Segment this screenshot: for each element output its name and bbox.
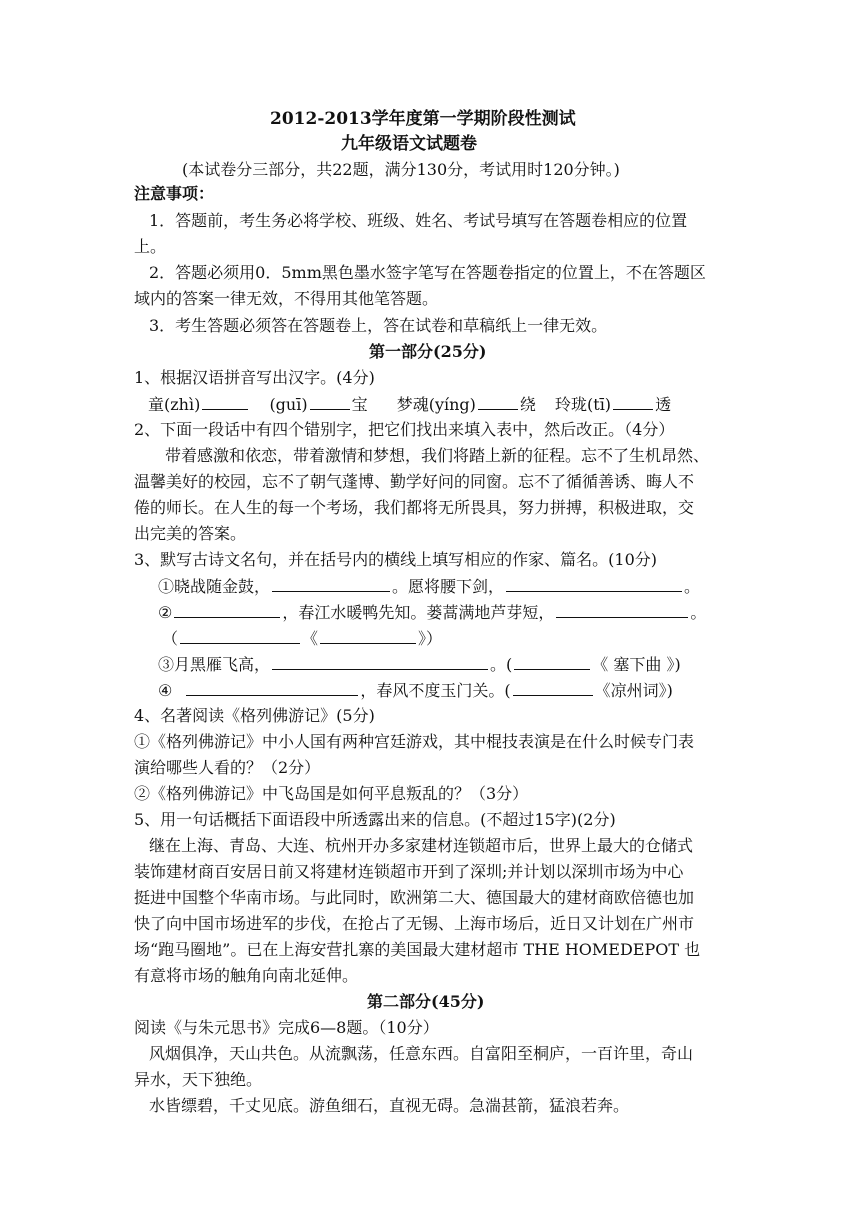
answer-blank[interactable] bbox=[186, 678, 358, 696]
q5-paragraph-line: 继在上海、青岛、大连、杭州开办多家建材连锁超市后，世界上最大的仓储式 bbox=[149, 836, 694, 855]
q3-item-3: ③月黑雁飞高， 。( 《 塞下曲 》) bbox=[158, 652, 681, 677]
notice-heading: 注意事项： bbox=[134, 184, 215, 203]
reading-paragraph-line: 风烟俱净，天山共色。从流飘荡，任意东西。自富阳至桐庐，一百许里，奇山 bbox=[149, 1044, 694, 1063]
q3-item-2: ② ，春江水暖鸭先知。蒌蒿满地芦芽短， 。 bbox=[158, 600, 706, 625]
reading-intro: 阅读《与朱元思书》完成6—8题。（10分） bbox=[134, 1018, 439, 1037]
q4-sub-1: ①《格列佛游记》中小人国有两种宫廷游戏，其中棍技表演是在什么时候专门表 bbox=[134, 732, 695, 751]
notice-item-3: 3．考生答题必须答在答题卷上，答在试卷和草稿纸上一律无效。 bbox=[149, 316, 608, 335]
q5-paragraph-line: 有意将市场的触角向南北延伸。 bbox=[134, 966, 359, 985]
q5-paragraph-line: 快了向中国市场进军的步伐，在抢占了无锡、上海市场后，近日又计划在广州市 bbox=[134, 914, 695, 933]
q2-paragraph-line: 倦的师长。在人生的每一个考场，我们都将无所畏具，努力拼搏，积极进取，交 bbox=[134, 498, 695, 517]
answer-blank[interactable] bbox=[272, 652, 488, 670]
q2-text: 2、下面一段话中有四个错别字，把它们找出来填入表中，然后改正。（4分） bbox=[134, 420, 675, 439]
answer-blank[interactable] bbox=[506, 574, 682, 592]
answer-blank[interactable] bbox=[613, 392, 653, 410]
q5-text: 5、用一句话概括下面语段中所透露出来的信息。(不超过15字)(2分) bbox=[134, 810, 616, 829]
q3-text: 3、默写古诗文名句，并在括号内的横线上填写相应的作家、篇名。(10分) bbox=[134, 550, 658, 569]
q2-paragraph-line: 出完美的答案。 bbox=[134, 524, 247, 543]
answer-blank[interactable] bbox=[202, 392, 248, 410]
q3-item-4: ④ ，春风不度玉门关。( 《凉州词》) bbox=[158, 678, 673, 703]
answer-blank[interactable] bbox=[478, 392, 518, 410]
answer-blank[interactable] bbox=[174, 600, 280, 618]
answer-blank[interactable] bbox=[310, 392, 350, 410]
author-blank[interactable] bbox=[180, 626, 300, 644]
q2-paragraph-line: 温馨美好的校园，忘不了朝气蓬博、勤学好问的同窗。忘不了循循善诱、晦人不 bbox=[134, 472, 695, 491]
q3-item-1: ①晓战随金鼓， 。愿将腰下剑， 。 bbox=[158, 574, 700, 599]
notice-item-2-cont: 域内的答案一律无效，不得用其他笔答题。 bbox=[134, 289, 439, 308]
author-blank[interactable] bbox=[514, 652, 590, 670]
q3-item-2-source: （ 《 》） bbox=[162, 626, 442, 651]
exam-subtitle: 九年级语文试题卷 bbox=[341, 134, 477, 154]
q4-sub-1-cont: 演给哪些人看的？（2分） bbox=[134, 758, 321, 777]
part2-heading: 第二部分(45分) bbox=[367, 992, 485, 1011]
answer-blank[interactable] bbox=[272, 574, 390, 592]
q5-paragraph-line: 挺进中国整个华南市场。与此同时，欧洲第二大、德国最大的建材商欧倍德也加 bbox=[134, 888, 695, 907]
notice-item-1-cont: 上。 bbox=[134, 237, 167, 256]
title-blank[interactable] bbox=[320, 626, 416, 644]
exam-info: (本试卷分三部分，共22题，满分130分，考试用时120分钟。) bbox=[182, 160, 620, 179]
q5-paragraph-line: 场“跑马圈地”。已在上海安营扎寨的美国最大建材超市 THE HOMEDEPOT 也 bbox=[134, 940, 701, 959]
notice-item-1: 1．答题前，考生务必将学校、班级、姓名、考试号填写在答题卷相应的位置 bbox=[149, 211, 688, 230]
q1-text: 1、根据汉语拼音写出汉字。(4分) bbox=[134, 368, 375, 387]
exam-title: 2012-2013学年度第一学期阶段性测试 bbox=[270, 109, 576, 129]
notice-item-2: 2．答题必须用0．5mm黑色墨水签字笔写在答题卷指定的位置上，不在答题区 bbox=[149, 263, 706, 282]
q5-paragraph-line: 装饰建材商百安居日前又将建材连锁超市开到了深圳;并计划以深圳市场为中心 bbox=[134, 862, 684, 881]
q4-sub-2: ②《格列佛游记》中飞岛国是如何平息叛乱的？（3分） bbox=[134, 784, 529, 803]
part1-heading: 第一部分(25分) bbox=[369, 342, 487, 361]
q4-text: 4、名著阅读《格列佛游记》(5分) bbox=[134, 706, 375, 725]
reading-paragraph-line: 异水，天下独绝。 bbox=[134, 1070, 263, 1089]
q1-items: 童(zhì) (guī) 宝 梦魂(yíng) 绕 玲珑(tī) 透 bbox=[148, 392, 671, 417]
answer-blank[interactable] bbox=[556, 600, 688, 618]
author-blank[interactable] bbox=[513, 678, 593, 696]
reading-paragraph-line: 水皆缥碧，千丈见底。游鱼细石，直视无碍。急湍甚箭，猛浪若奔。 bbox=[149, 1096, 630, 1115]
q2-paragraph-line: 带着感激和依恋，带着激情和梦想，我们将踏上新的征程。忘不了生机昂然、 bbox=[165, 446, 710, 465]
